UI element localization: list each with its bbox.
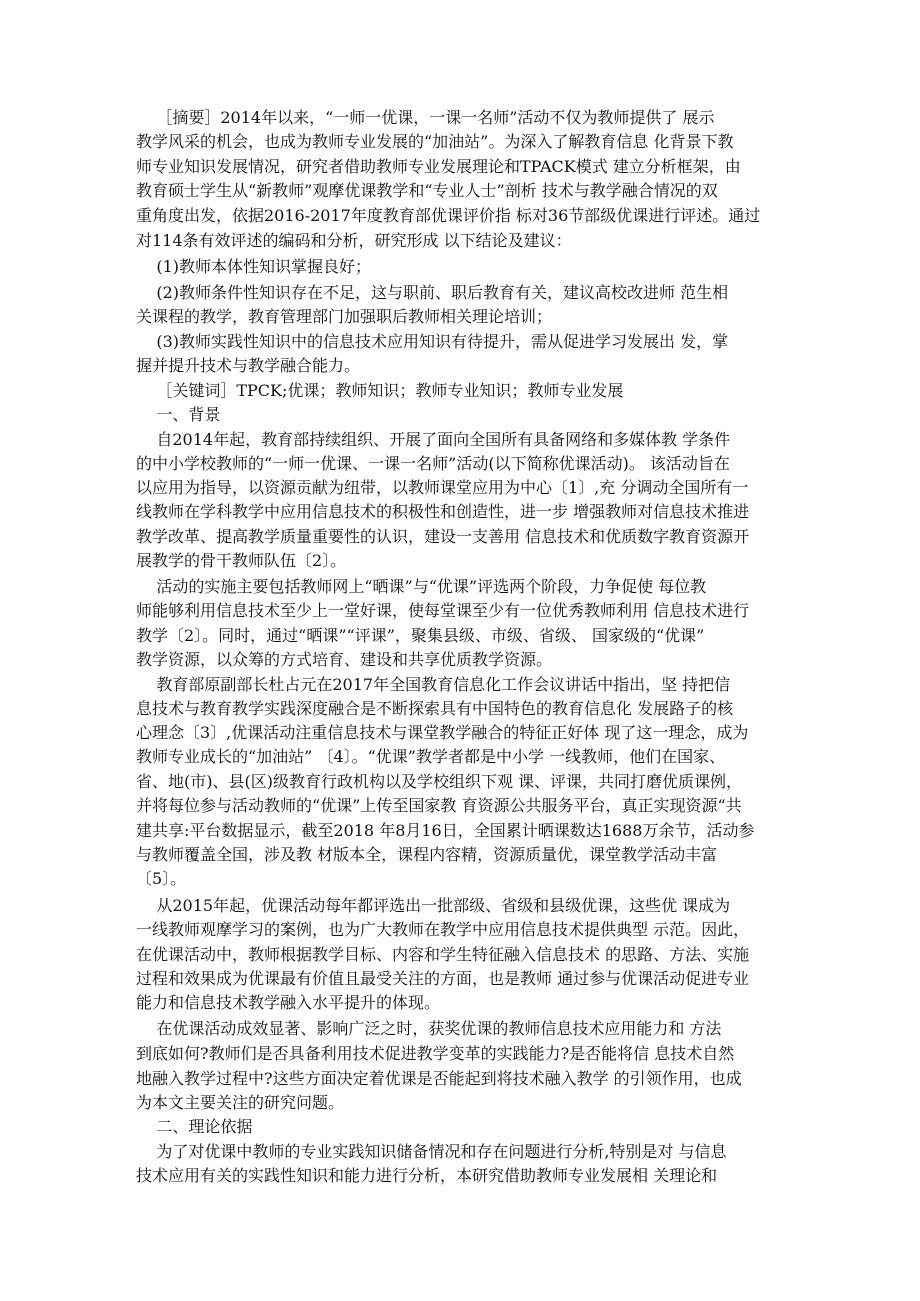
paragraph-line: 一线教师观摩学习的案例，也为广大教师在教学中应用信息技术提供典型 示范。因此，: [136, 920, 750, 939]
paragraph-line: 〔5〕。: [136, 869, 187, 888]
paragraph-line: 过程和效果成为优课最有价值且最受关注的方面，也是教师 通过参与优课活动促进专业: [136, 969, 750, 988]
conclusion-line: 关课程的教学，教育管理部门加强职后教师相关理论培训；: [136, 307, 553, 326]
abstract-line: ［摘要］2014年以来，“一师一优课，一课一名师”活动不仅为教师提供了 展示: [136, 108, 715, 127]
keywords-line: ［关键词］TPCK;优课；教师知识；教师专业知识；教师专业发展: [136, 381, 624, 400]
abstract-line: 教育硕士学生从“新教师”观摩优课教学和“专业人士”剖析 技术与教学融合情况的双: [136, 181, 718, 200]
paragraph-line: 教学〔2〕。同时，通过“晒课”“评课”，聚集县级、市级、省级、 国家级的“优课”: [136, 626, 705, 645]
paragraph-line: 为了对优课中教师的专业实践知识储备情况和存在问题进行分析,特别是对 与信息: [136, 1142, 727, 1161]
paragraph-line: 教师专业成长的“加油站” 〔4〕。“优课”教学者都是中小学 一线教师，他们在国家、: [136, 747, 726, 766]
paragraph-line: 活动的实施主要包括教师网上“晒课”与“优课”评选两个阶段，力争促使 每位教: [136, 577, 707, 596]
abstract-line: 对114条有效评述的编码和分析，研究形成 以下结论及建议：: [136, 231, 572, 250]
paragraph-line: 展教学的骨干教师队伍〔2〕。: [136, 551, 347, 570]
paragraph-line: 心理念〔3〕,优课活动注重信息技术与课堂教学融合的特征正好体 现了这一理念，成为: [136, 723, 749, 742]
abstract-line: 教学风采的机会，也成为教师专业发展的“加油站”。为深入了解教育信息 化背景下教: [136, 132, 734, 151]
paragraph-line: 线教师在学科教学中应用信息技术的积极性和创造性，进一步 增强教师对信息技术推进: [136, 502, 750, 521]
paragraph-line: 技术应用有关的实践性知识和能力进行分析，本研究借助教师专业发展相 关理论和: [136, 1166, 718, 1185]
paragraph-line: 师能够利用信息技术至少上一堂好课，使每堂课至少有一位优秀教师利用 信息技术进行: [136, 601, 750, 620]
paragraph-line: 能力和信息技术教学融入水平提升的体现。: [136, 993, 441, 1012]
paragraph-line: 自2014年起，教育部持续组织、开展了面向全国所有具备网络和多媒体教 学条件: [136, 430, 731, 449]
conclusion-line: (2)教师条件性知识存在不足，这与职前、职后教育有关，建议高校改进师 范生相: [136, 283, 729, 302]
paragraph-line: 并将每位参与活动教师的“优课”上传至国家教 育资源公共服务平台，真正实现资源“共: [136, 796, 742, 815]
paragraph-line: 在优课活动成效显著、影响广泛之时，获奖优课的教师信息技术应用能力和 方法: [136, 1019, 722, 1038]
paragraph-line: 建共享:平台数据显示，截至2018 年8月16日，全国累计晒课数达1688万余节，活动参: [136, 821, 755, 840]
paragraph-line: 的中小学校教师的“一师一优课、一课一名师”活动(以下简称优课活动)。 该活动旨在: [136, 454, 730, 473]
paragraph-line: 在优课活动中，教师根据教学目标、内容和学生特征融入信息技术 的思路、方法、实施: [136, 945, 750, 964]
paragraph-line: 为本文主要关注的研究问题。: [136, 1093, 345, 1112]
paragraph-line: 省、地(市)、县(区)级教育行政机构以及学校组织下观 课、评课，共同打磨优质课例，: [136, 772, 743, 791]
paragraph-line: 息技术与教育教学实践深度融合是不断探索具有中国特色的教育信息化 发展路子的核: [136, 699, 734, 718]
paragraph-line: 到底如何?教师们是否具备利用技术促进教学变革的实践能力?是否能将信 息技术自然: [136, 1044, 735, 1063]
abstract-line: 重角度出发，依据2016-2017年度教育部优课评价指 标对36节部级优课进行评述。通过: [136, 206, 761, 225]
paragraph-line: 教学资源，以众筹的方式培育、建设和共享优质教学资源。: [136, 650, 553, 669]
paragraph-line: 以应用为指导，以资源贡献为纽带，以教师课堂应用为中心〔1〕,充 分调动全国所有一: [136, 478, 749, 497]
paragraph-line: 从2015年起，优课活动每年都评选出一批部级、省级和县级优课，这些优 课成为: [136, 896, 731, 915]
section-heading: 二、理论依据: [136, 1117, 253, 1136]
section-heading: 一、背景: [136, 405, 221, 424]
paragraph-line: 教学改革、提高教学质量重要性的认识，建设一支善用 信息技术和优质数字教育资源开: [136, 527, 750, 546]
paragraph-line: 地融入教学过程中?这些方面决定着优课是否能起到将技术融入教学 的引领作用，也成: [136, 1069, 742, 1088]
conclusion-line: (1)教师本体性知识掌握良好；: [136, 257, 372, 276]
conclusion-line: 握并提升技术与教学融合能力。: [136, 356, 361, 375]
paragraph-line: 与教师覆盖全国，涉及教 材版本全，课程内容精，资源质量优，课堂教学活动丰富: [136, 845, 718, 864]
paragraph-line: 教育部原副部长杜占元在2017年全国教育信息化工作会议讲话中指出，坚 持把信: [136, 675, 731, 694]
conclusion-line: (3)教师实践性知识中的信息技术应用知识有待提升，需从促进学习发展出 发，掌: [136, 332, 729, 351]
abstract-line: 师专业知识发展情况，研究者借助教师专业发展理论和TPACK模式 建立分析框架，由: [136, 157, 741, 176]
